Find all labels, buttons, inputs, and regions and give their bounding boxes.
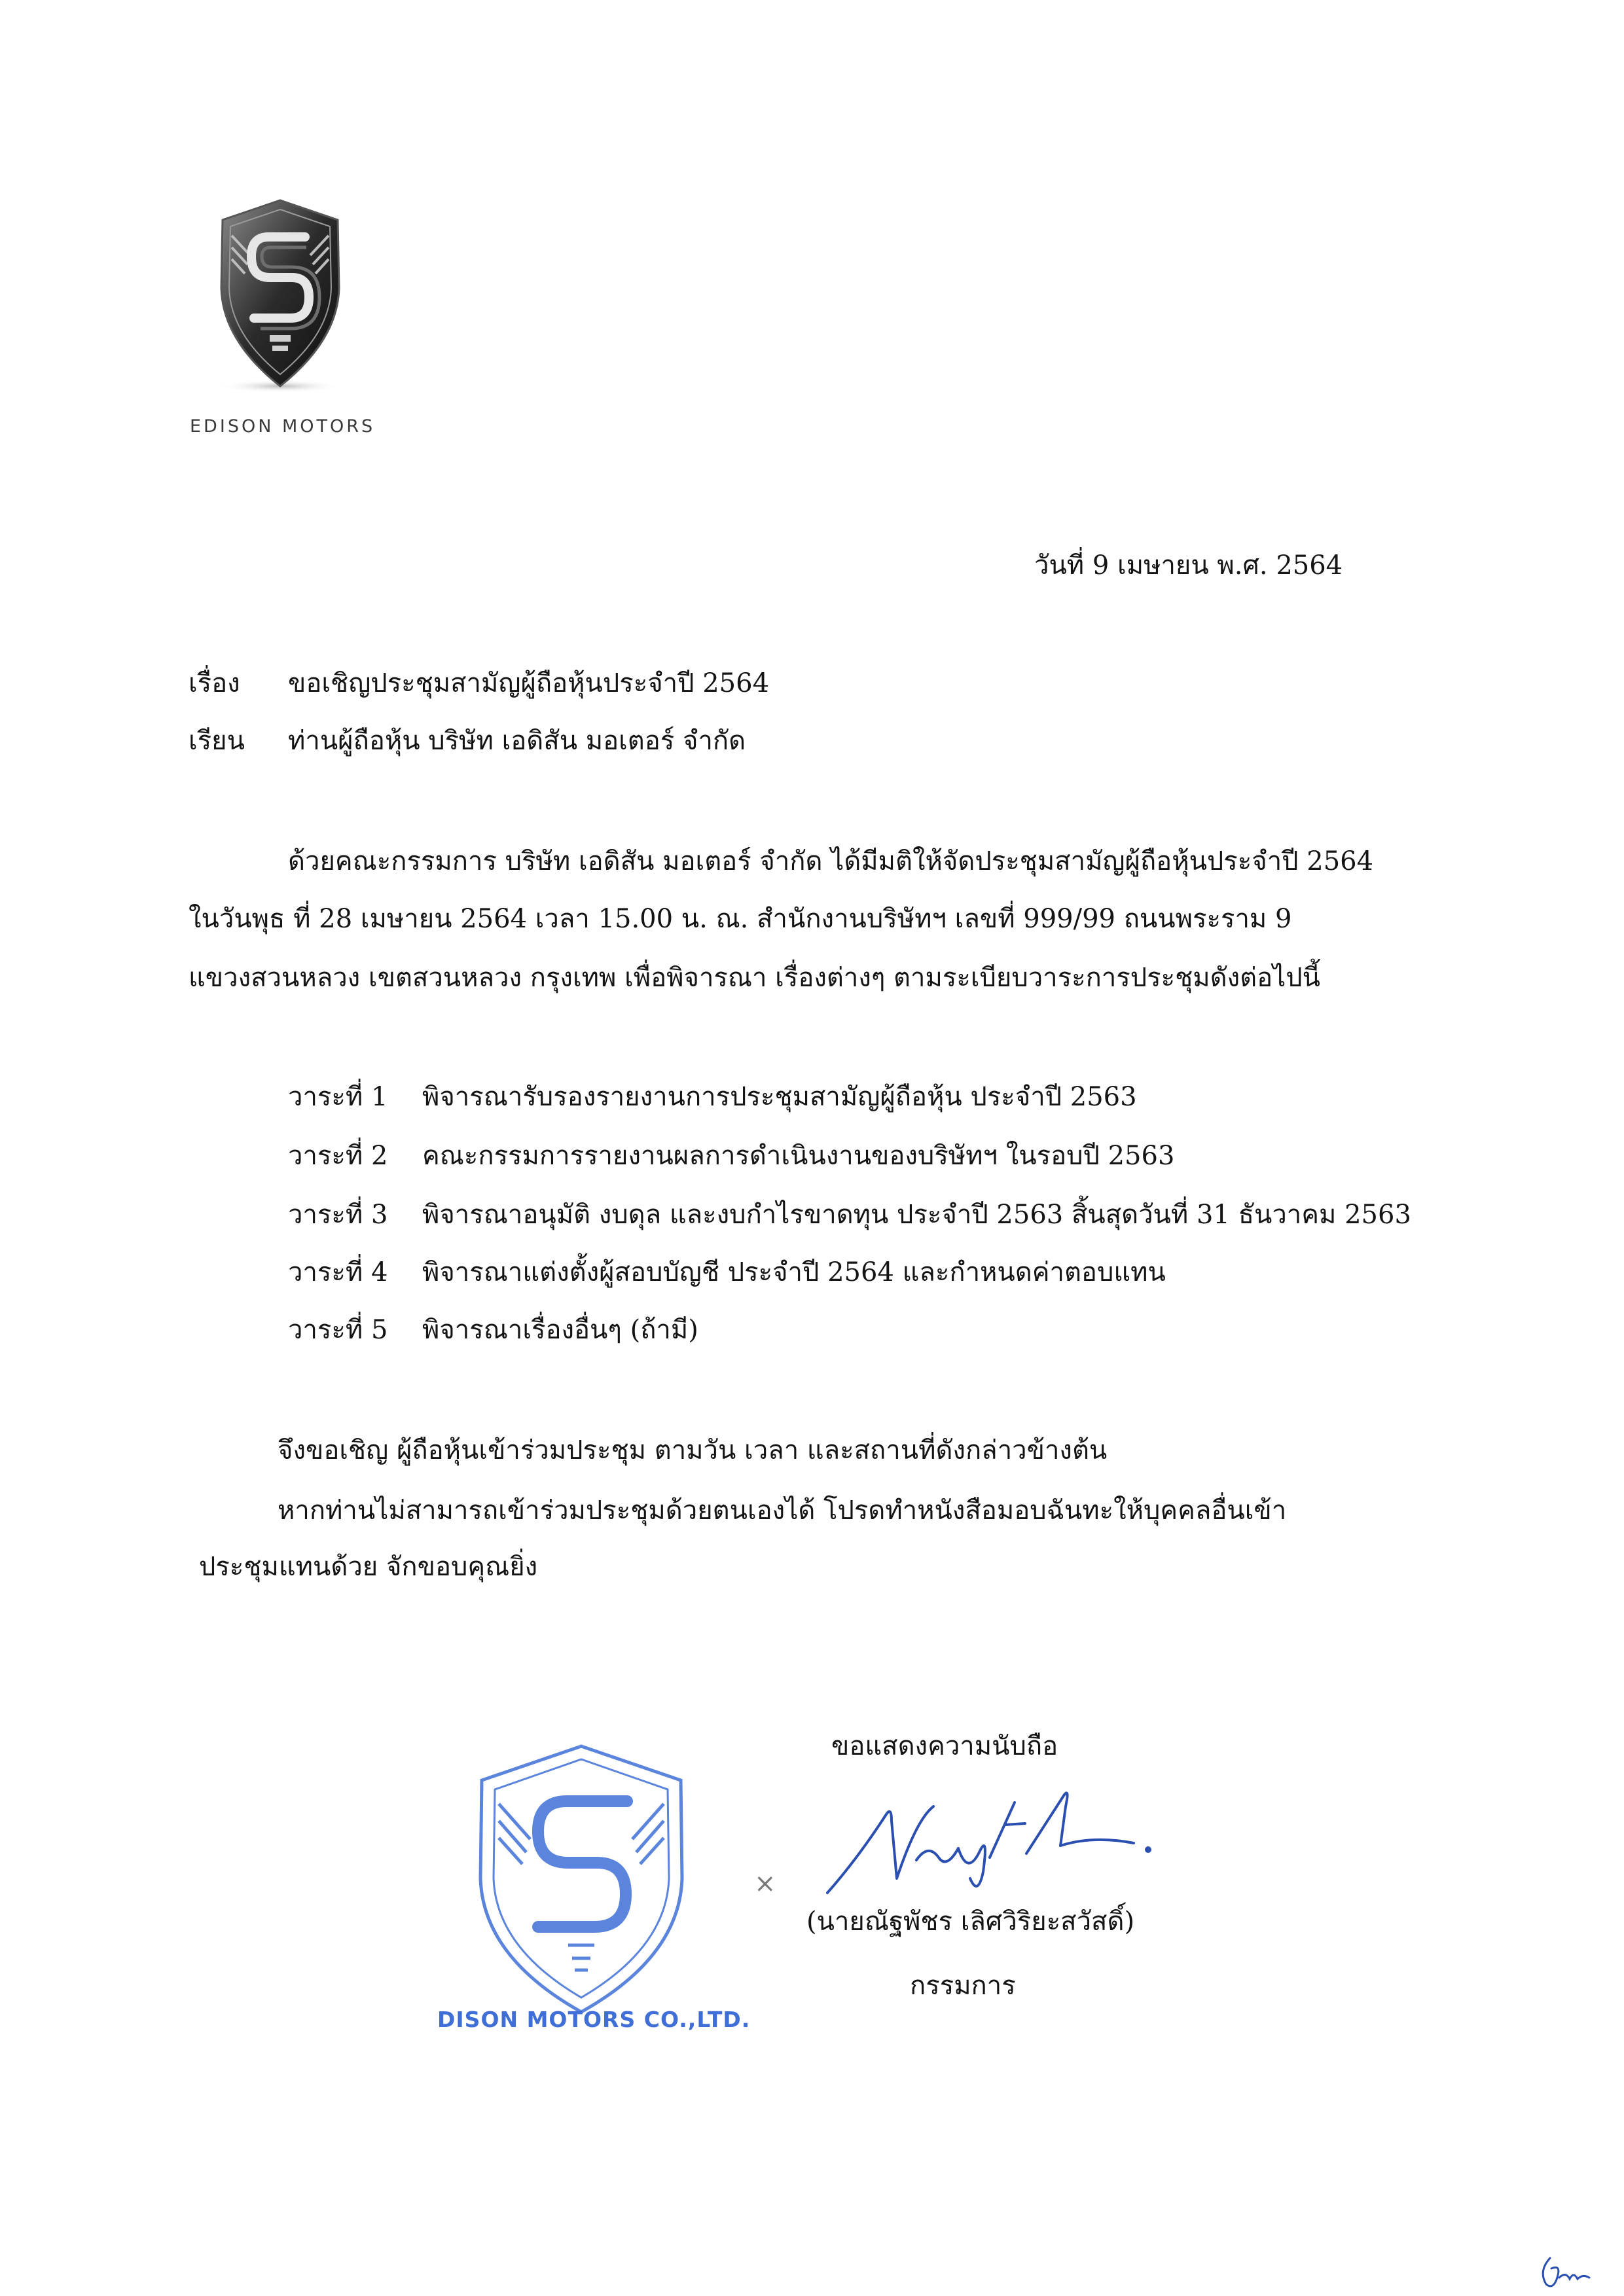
closing-line-1: จึงขอเชิญ ผู้ถือหุ้นเข้าร่วมประชุม ตามวัน เวลา และสถานที่ดังกล่าวข้างต้น (278, 1435, 1108, 1465)
agenda-label: วาระที่ 4 (288, 1257, 388, 1287)
subject-label: เรื่อง (189, 668, 240, 698)
signatory-name: (นายณัฐพัชร เลิศวิริยะสวัสดิ์) (806, 1907, 1135, 1937)
edison-motors-logo (208, 196, 352, 393)
agenda-text: คณะกรรมการรายงานผลการดำเนินงานของบริษัทฯ ในรอบปี 2563 (422, 1141, 1175, 1171)
agenda-text: พิจารณาอนุมัติ งบดุล และงบกำไรขาดทุน ประจำปี 2563 สิ้นสุดวันที่ 31 ธันวาคม 2563 (422, 1200, 1411, 1230)
letter-date: วันที่ 9 เมษายน พ.ศ. 2564 (1034, 550, 1343, 581)
intro-line-3: แขวงสวนหลวง เขตสวนหลวง กรุงเทพ เพื่อพิจารณา เรื่องต่างๆ ตามระเบียบวาระการประชุมดังต่อไปนี้ (189, 963, 1321, 993)
regards-text: ขอแสดงความนับถือ (831, 1731, 1058, 1761)
logo-caption: EDISON MOTORS (190, 416, 376, 437)
subject-text: ขอเชิญประชุมสามัญผู้ถือหุ้นประจำปี 2564 (288, 668, 770, 698)
recipient-label: เรียน (189, 726, 245, 756)
agenda-label: วาระที่ 1 (288, 1082, 388, 1112)
agenda-text: พิจารณาแต่งตั้งผู้สอบบัญชี ประจำปี 2564 และกำหนดค่าตอบแทน (422, 1257, 1166, 1287)
initials-signature (1537, 2251, 1602, 2291)
cross-mark-icon: × (754, 1869, 776, 1899)
intro-line-1: ด้วยคณะกรรมการ บริษัท เอดิสัน มอเตอร์ จำกัด ได้มีมติให้จัดประชุมสามัญผู้ถือหุ้นประจำปี 2564 (288, 846, 1374, 876)
stamp-caption: DISON MOTORS CO.,LTD. (437, 2007, 751, 2032)
signatory-title: กรรมการ (910, 1971, 1016, 2001)
director-signature (818, 1780, 1159, 1911)
agenda-label: วาระที่ 3 (288, 1200, 388, 1230)
closing-line-2: หากท่านไม่สามารถเข้าร่วมประชุมด้วยตนเองได้ โปรดทำหนังสือมอบฉันทะให้บุคคลอื่นเข้า (278, 1496, 1287, 1526)
recipient-text: ท่านผู้ถือหุ้น บริษัท เอดิสัน มอเตอร์ จำกัด (288, 726, 746, 756)
agenda-label: วาระที่ 2 (288, 1141, 388, 1171)
company-stamp (470, 1741, 693, 2016)
closing-line-3: ประชุมแทนด้วย จักขอบคุณยิ่ง (199, 1552, 538, 1582)
intro-line-2: ในวันพุธ ที่ 28 เมษายน 2564 เวลา 15.00 น. ณ. สำนักงานบริษัทฯ เลขที่ 999/99 ถนนพระราม 9 (189, 904, 1292, 934)
agenda-text: พิจารณารับรองรายงานการประชุมสามัญผู้ถือหุ้น ประจำปี 2563 (422, 1082, 1137, 1112)
agenda-text: พิจารณาเรื่องอื่นๆ (ถ้ามี) (422, 1315, 698, 1345)
agenda-label: วาระที่ 5 (288, 1315, 388, 1345)
